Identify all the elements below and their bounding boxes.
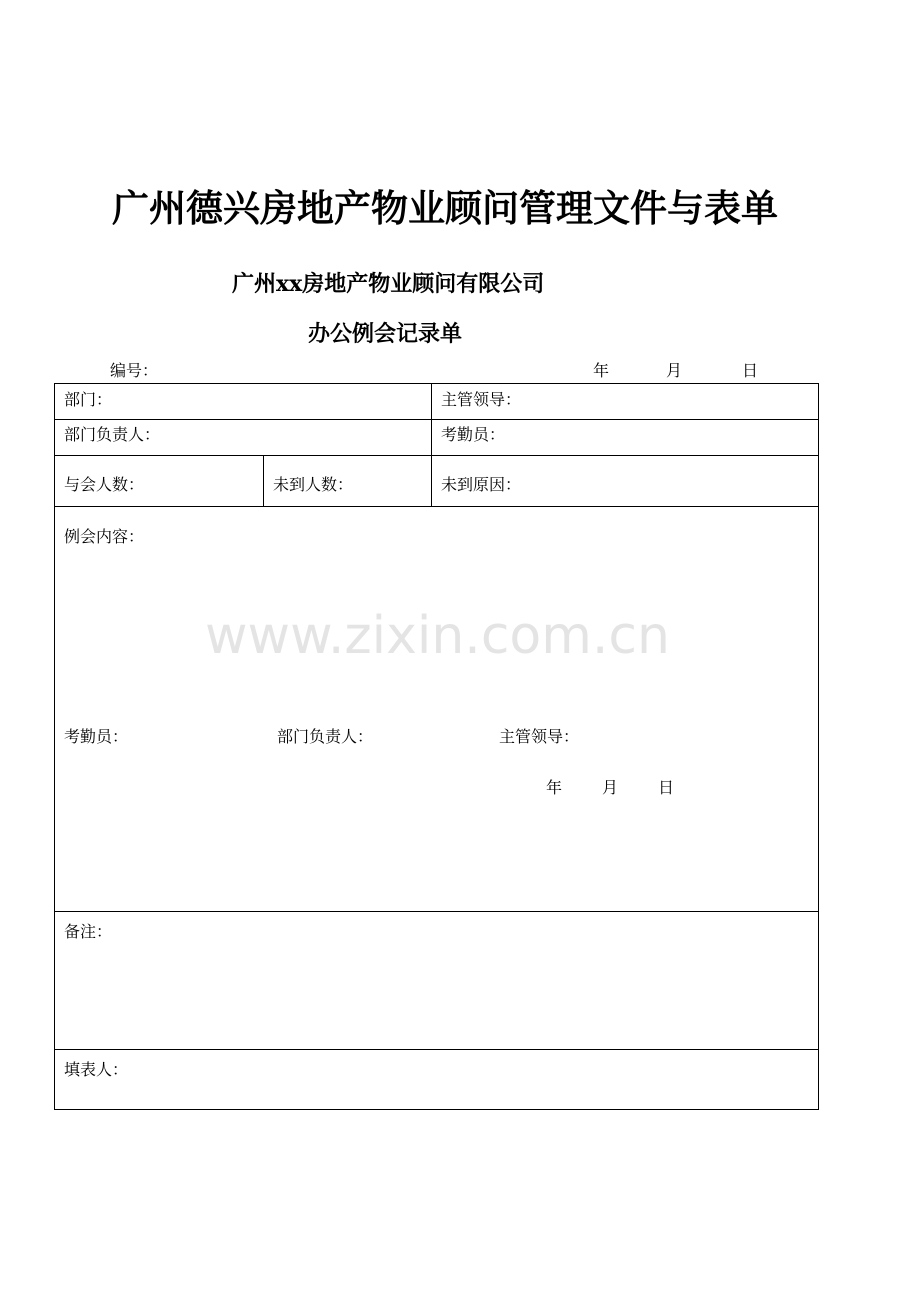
date-day-label: 日 bbox=[742, 361, 759, 380]
supervisor-label: 主管领导： bbox=[441, 390, 522, 409]
absentees-count-label: 未到人数： bbox=[273, 475, 354, 494]
dept-head-label: 部门负责人： bbox=[64, 425, 161, 444]
row-divider bbox=[55, 506, 818, 507]
remarks-label: 备注： bbox=[64, 922, 113, 941]
document-main-title: 广州德兴房地产物业顾问管理文件与表单 bbox=[112, 186, 778, 230]
department-label: 部门： bbox=[64, 390, 113, 409]
date-year-label: 年 bbox=[593, 361, 610, 380]
absence-reason-label: 未到原因： bbox=[441, 475, 522, 494]
column-divider bbox=[263, 455, 264, 506]
signature-clerk-label: 考勤员： bbox=[64, 727, 129, 746]
signature-dept-head-label: 部门负责人： bbox=[277, 727, 374, 746]
signature-year-label: 年 bbox=[546, 778, 563, 797]
row-divider bbox=[55, 911, 818, 912]
column-divider bbox=[431, 384, 432, 506]
meeting-record-form bbox=[54, 383, 819, 1110]
filled-by-label: 填表人： bbox=[64, 1060, 129, 1079]
signature-supervisor-label: 主管领导： bbox=[499, 727, 580, 746]
row-divider bbox=[55, 455, 818, 456]
form-title: 办公例会记录单 bbox=[308, 321, 463, 347]
row-divider bbox=[55, 1049, 818, 1050]
form-number-label: 编号： bbox=[110, 361, 159, 380]
company-name: 广州xx房地产物业顾问有限公司 bbox=[232, 271, 545, 297]
attendees-count-label: 与会人数： bbox=[64, 475, 145, 494]
date-month-label: 月 bbox=[666, 361, 683, 380]
row-divider bbox=[55, 419, 818, 420]
meeting-content-label: 例会内容： bbox=[64, 527, 145, 546]
attendance-clerk-label: 考勤员： bbox=[441, 425, 506, 444]
watermark-text: www.zixin.com.cn bbox=[205, 606, 670, 666]
signature-day-label: 日 bbox=[658, 778, 675, 797]
signature-month-label: 月 bbox=[602, 778, 619, 797]
